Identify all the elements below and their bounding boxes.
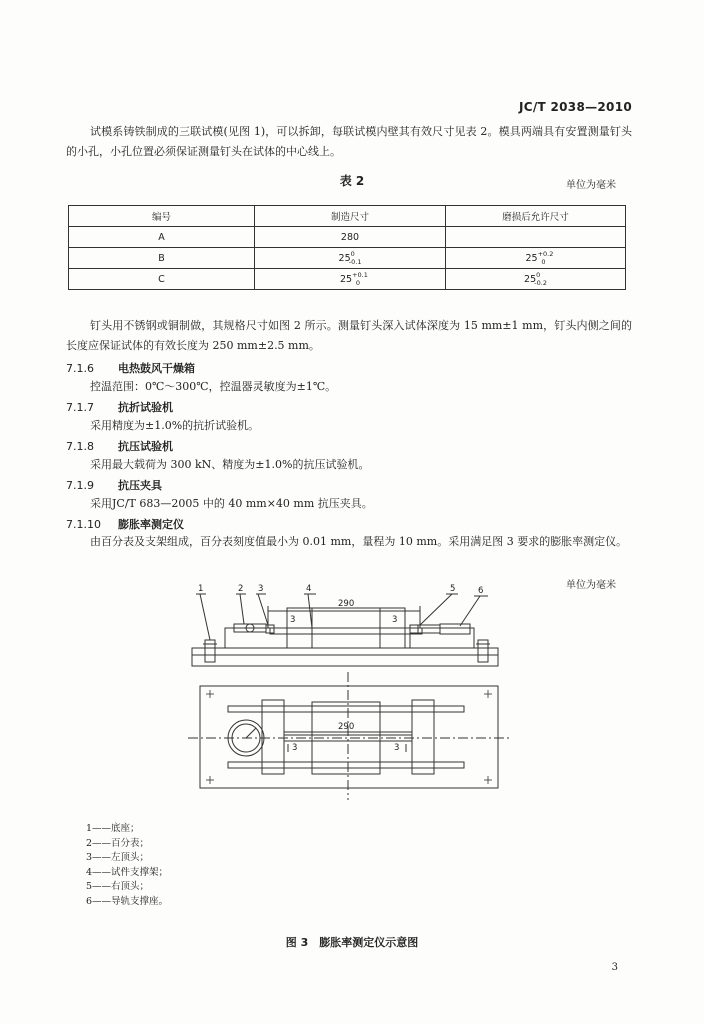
leader-1 xyxy=(200,594,210,640)
callout-5: 5 xyxy=(450,584,456,594)
guide-rail-bottom xyxy=(228,762,464,768)
callout-1: 1 xyxy=(198,584,204,594)
callout-2: 2 xyxy=(238,584,244,594)
row-manufacture: 280 xyxy=(255,227,446,248)
callout-3: 3 xyxy=(258,584,264,594)
legend-item: 6——导轨支撑座。 xyxy=(86,895,169,907)
dim-label-small: 3 xyxy=(292,743,298,753)
table-title: 表 2 xyxy=(339,174,365,188)
callout-6: 6 xyxy=(478,586,484,596)
right-anvil xyxy=(410,625,418,633)
header-worn: 磨损后允许尺寸 xyxy=(446,206,626,227)
row-worn: $25^{0_{-0.2}}$ xyxy=(446,269,626,290)
dim-label-small: 3 xyxy=(392,615,398,625)
document-code: JC/T 2038—2010 xyxy=(518,100,632,114)
leader-2 xyxy=(240,594,244,624)
section-text: 采用JC/T 683—2005 中的 40 mm×40 mm 抗压夹具。 xyxy=(90,497,373,510)
legend-item: 5——右顶头； xyxy=(86,881,150,893)
section-text: 采用最大载荷为 300 kN、精度为±1.0%的抗压试验机。 xyxy=(90,458,370,471)
right-support xyxy=(410,628,474,648)
specimen-bar xyxy=(270,628,422,634)
dim-label-small: 3 xyxy=(394,743,400,753)
legend-item: 1——底座； xyxy=(86,823,140,834)
row-worn: $25^{+0.2_0}$ xyxy=(446,248,626,269)
section-heading: 7.1.10 膨胀率测定仪 xyxy=(66,518,184,531)
legend-item: 3——左顶头； xyxy=(86,852,150,864)
figure-unit: 单位为毫米 xyxy=(566,580,616,591)
header-manufacture: 制造尺寸 xyxy=(255,206,446,227)
dim-label-top: 290 xyxy=(338,599,355,609)
base-outline xyxy=(192,648,498,666)
nail-paragraph: 钉头用不锈钢或铜制做，其规格尺寸如图 2 所示。测量钉头深入试体深度为 15 mm±1 mm，钉头内侧之间的长度应保证试体的有效长度为 250 mm±2.5 mm。 xyxy=(66,319,632,352)
row-manufacture: $25^{0_{-0.1}}$ xyxy=(255,248,446,269)
rail-support xyxy=(440,624,470,634)
section-text: 由百分表及支架组成，百分表刻度值最小为 0.01 mm，量程为 10 mm。采用满足图 3 要求的膨胀率测定仪。 xyxy=(90,535,628,548)
page-number: 3 xyxy=(611,962,618,973)
table-unit: 单位为毫米 xyxy=(566,180,616,191)
section-heading: 7.1.9 抗压夹具 xyxy=(66,479,162,492)
section-heading: 7.1.8 抗压试验机 xyxy=(66,440,173,453)
figure-legend xyxy=(86,822,168,910)
section-text: 控温范围：0℃～300℃，控温器灵敏度为±1℃。 xyxy=(90,380,337,393)
guide-rail-top xyxy=(228,706,464,712)
section-heading: 7.1.7 抗折试验机 xyxy=(66,401,173,414)
leader-6 xyxy=(460,596,480,626)
left-foot xyxy=(205,640,215,662)
section-text: 采用精度为±1.0%的抗折试验机。 xyxy=(90,419,260,432)
section-heading: 7.1.6 电热鼓风干燥箱 xyxy=(66,362,195,375)
dim-label-plan: 290 xyxy=(338,722,355,732)
row-id: B xyxy=(69,248,255,269)
header-id: 编号 xyxy=(69,206,255,227)
row-manufacture: $25^{+0.1_0}$ xyxy=(255,269,446,290)
intro-paragraph: 试模系铸铁制成的三联试模(见图 1)，可以拆卸，每联试模内壁其有效尺寸见表 2。模具两端具有安置测量钉头的小孔，小孔位置必须保证测量钉头在试体的中心线上。 xyxy=(66,125,632,158)
legend-item: 2——百分表； xyxy=(86,837,150,849)
leader-5 xyxy=(420,594,452,625)
right-foot xyxy=(478,640,488,662)
row-id: C xyxy=(69,269,255,290)
figure-caption: 图 3 膨胀率测定仪示意图 xyxy=(285,936,419,949)
left-slider xyxy=(262,700,284,774)
plan-base-outline xyxy=(200,686,498,788)
dim-label-small: 3 xyxy=(290,615,296,625)
row-id: A xyxy=(69,227,255,248)
leader-3 xyxy=(258,594,268,625)
right-slider xyxy=(412,700,434,774)
legend-item: 4——试件支撑架； xyxy=(86,866,169,878)
callout-4: 4 xyxy=(306,584,312,594)
